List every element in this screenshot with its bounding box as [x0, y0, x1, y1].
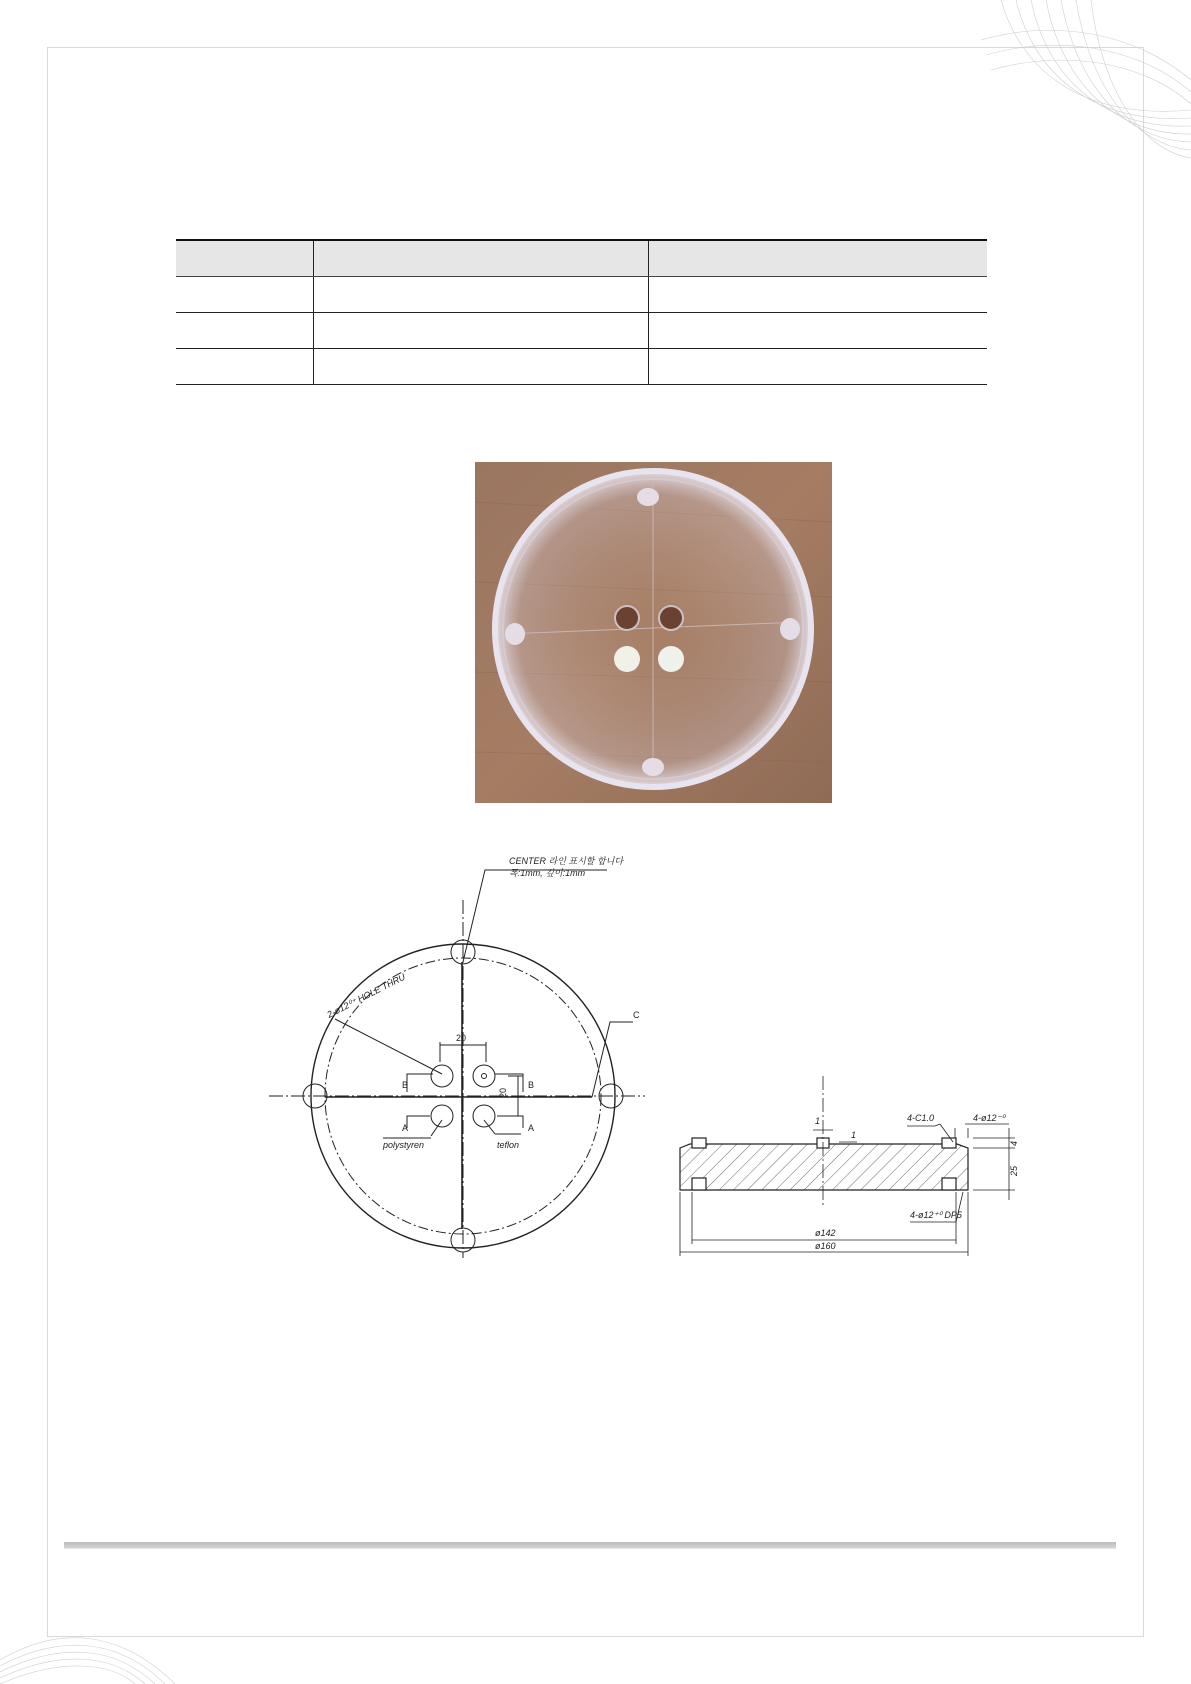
dim-total-height: 25 [1009, 1165, 1019, 1176]
table-cell [176, 349, 313, 385]
decorative-swirl-top [961, 0, 1191, 165]
edge-label: C [633, 1010, 640, 1020]
table-row [176, 349, 987, 385]
dim-outer-diameter: ø160 [815, 1241, 836, 1251]
hole-callout: 2-ø12⁰⁺ HOLE THRU [325, 971, 407, 1020]
table-header-row [176, 240, 987, 277]
table-header-cell [648, 240, 987, 277]
dim-hole-spacing-v: 20 [498, 1087, 508, 1098]
dim-hole-spacing-h: 20 [456, 1033, 467, 1043]
note-center-dimensions: 폭:1mm, 깊이:1mm [509, 868, 586, 878]
table-row [176, 277, 987, 313]
label-polystyren: polystyren [383, 1140, 425, 1150]
technical-drawing [265, 856, 1045, 1266]
dim-groove-width: 1 [815, 1116, 821, 1126]
pin-callout: 4-ø12⁻⁰ [973, 1113, 1005, 1123]
table-cell [648, 349, 987, 385]
dim-inner-diameter: ø142 [815, 1228, 836, 1238]
footer-rule [64, 1542, 1116, 1549]
label-teflon: teflon [497, 1140, 520, 1150]
table-cell [648, 277, 987, 313]
section-label-b-left: B [402, 1080, 409, 1090]
phantom-photo [475, 462, 832, 803]
decorative-swirl-bottom [0, 1620, 180, 1684]
table-cell [648, 313, 987, 349]
chamfer-callout: 4-C1.0 [907, 1113, 935, 1123]
table-cell [313, 349, 648, 385]
spec-table [176, 239, 987, 385]
table-header-cell [313, 240, 648, 277]
table-cell [176, 313, 313, 349]
table-cell [313, 313, 648, 349]
table-header-cell [176, 240, 313, 277]
section-label-a-right: A [528, 1123, 535, 1133]
section-label-a-left: A [402, 1123, 409, 1133]
note-center-line: CENTER 라인 표시할 합니다 [509, 856, 624, 866]
dim-groove-depth: 1 [851, 1130, 857, 1140]
section-label-b-right: B [528, 1080, 535, 1090]
dim-step-height: 4 [1009, 1140, 1019, 1146]
table-row [176, 313, 987, 349]
hole-bottom-callout: 4-ø12⁺⁰ DP5 [910, 1210, 962, 1220]
table-cell [313, 277, 648, 313]
table-cell [176, 277, 313, 313]
